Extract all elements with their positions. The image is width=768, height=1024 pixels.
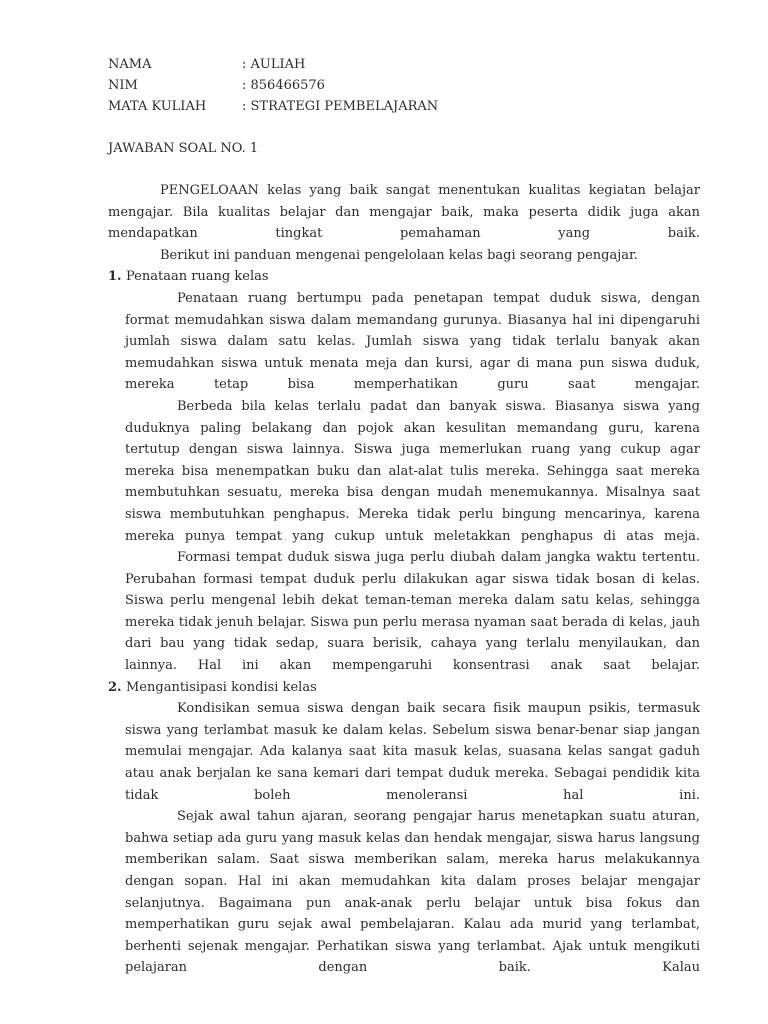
document-body — [108, 180, 700, 979]
info-value: : STRATEGI PEMBELAJARAN — [242, 99, 439, 114]
section-paragraph: Sejak awal tahun ajaran, seorang pengajar harus menetapkan suatu aturan, bahwa setiap ada guru yang masuk kelas dan hendak mengajar, siswa harus langsung memberikan salam. Saat siswa memberikan salam, mereka harus melakukannya dengan sopan. Hal ini akan memudahkan kita dalam proses belajar mengajar selanjutnya. Bagaimana pun anak-anak perlu belajar untuk bisa fokus dan memperhatikan guru sejak awal pembelajaran. Kalau ada murid yang terlambat, berhenti sejenak mengajar. Perhatikan siswa yang terlambat. Ajak untuk mengikuti pelajaran dengan baik. Kalau — [125, 809, 700, 976]
section-title-text: Penataan ruang kelas — [126, 269, 269, 285]
section-title — [108, 677, 700, 699]
section-title — [108, 266, 700, 288]
section-number: 2. — [108, 679, 122, 695]
info-label: MATA KULIAH — [108, 99, 207, 114]
section-paragraph: Berbeda bila kelas terlalu padat dan banyak siswa. Biasanya siswa yang duduknya paling belakang dan pojok akan kesulitan memandang guru, karena tertutup dengan siswa lainnya. Siswa juga memerlukan ruang yang cukup agar mereka bisa menempatkan buku dan alat-alat tulis mereka. Sehingga saat mereka membutuhkan sesuatu, mereka bisa dengan mudah menemukannya. Misalnya saat siswa membutuhkan penghapus. Mereka tidak perlu bingung mencarinya, karena mereka punya tempat yang cukup untuk meletakkan penghapus di atas meja. — [125, 398, 700, 544]
info-row-nim — [108, 77, 325, 95]
section-paragraph: Formasi tempat duduk siswa juga perlu diubah dalam jangka waktu tertentu. Perubahan formasi tempat duduk perlu dilakukan agar siswa tidak bosan di kelas. Siswa perlu mengenal lebih dekat teman-teman mereka dalam satu kelas, sehingga mereka tidak jenuh belajar. Siswa pun perlu merasa nyaman saat berada di kelas, jauh dari bau yang tidak sedap, suara berisik, cahaya yang terlalu menyilaukan, dan lainnya. Hal ini akan mempengaruhi konsentrasi anak saat belajar. — [125, 550, 700, 674]
section-heading: JAWABAN SOAL NO. 1 — [108, 141, 259, 156]
info-label: NIM — [108, 78, 138, 93]
intro-paragraph: Berikut ini panduan mengenai pengelolaan kelas bagi seorang pengajar. — [160, 247, 638, 263]
section-title-text: Mengantisipasi kondisi kelas — [126, 679, 317, 695]
section-paragraph: Penataan ruang bertumpu pada penetapan tempat duduk siswa, dengan format memudahkan siswa dalam memandang gurunya. Biasanya hal ini dipengaruhi jumlah siswa dalam satu kelas. Jumlah siswa yang tidak terlalu banyak akan memudahkan siswa untuk menata meja dan kursi, agar di mana pun siswa duduk, mereka tetap bisa memperhatikan guru saat mengajar. — [125, 290, 700, 393]
info-row-nama — [108, 56, 305, 74]
info-row-mata-kuliah — [108, 98, 438, 116]
info-label: NAMA — [108, 57, 152, 72]
section-number: 1. — [108, 269, 122, 285]
section-paragraph: Kondisikan semua siswa dengan baik secara fisik maupun psikis, termasuk siswa yang terlambat masuk ke dalam kelas. Sebelum siswa benar-benar siap jangan memulai mengajar. Ada kalanya saat kita masuk kelas, suasana kelas sangat gaduh atau anak berjalan ke sana kemari dari tempat duduk mereka. Sebagai pendidik kita tidak boleh menoleransi hal ini. — [125, 701, 700, 803]
info-value: : AULIAH — [242, 57, 306, 72]
info-value: : 856466576 — [242, 78, 325, 93]
intro-paragraph: PENGELOAAN kelas yang baik sangat menentukan kualitas kegiatan belajar mengajar. Bila kualitas belajar dan mengajar baik, maka peserta didik juga akan mendapatkan tingkat pemahaman yang baik. — [108, 183, 700, 242]
